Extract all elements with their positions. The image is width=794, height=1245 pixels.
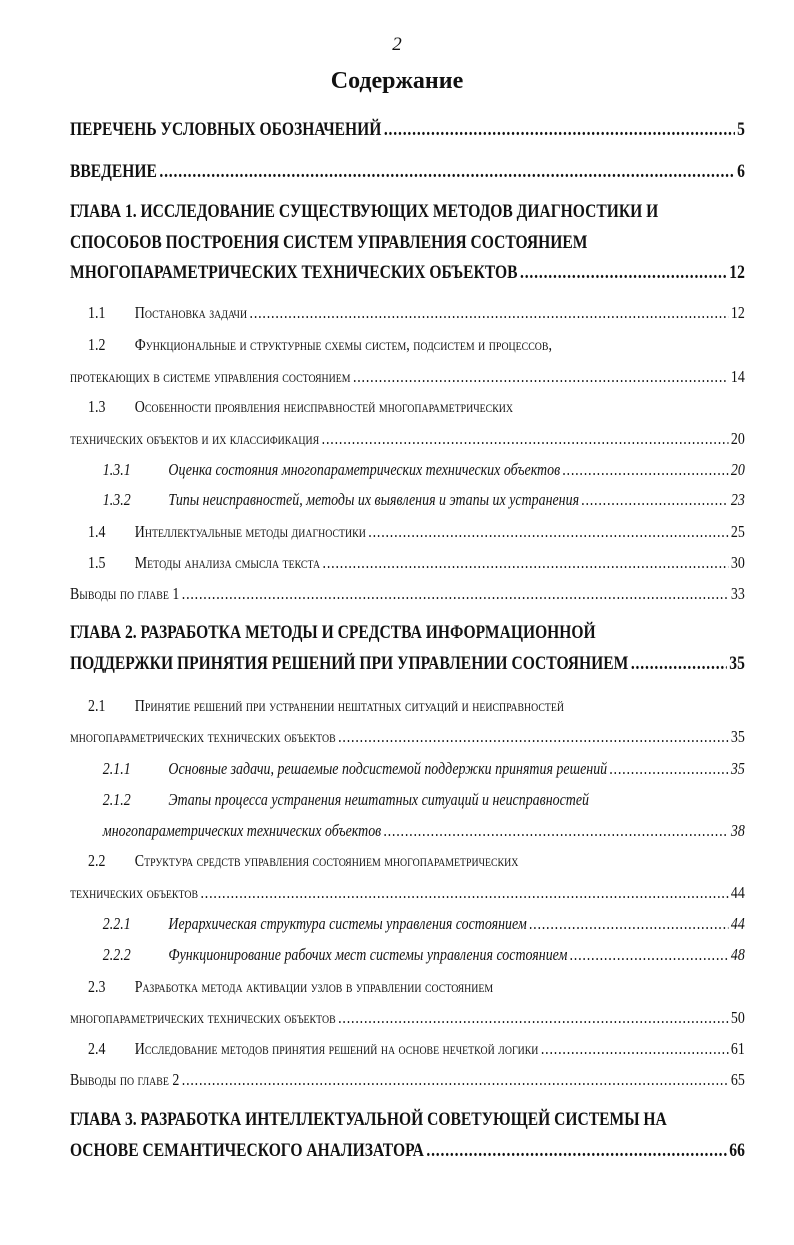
- entry-title: Функционирование рабочих мест системы управления состоянием: [168, 945, 568, 964]
- entry-title: ПОДДЕРЖКИ ПРИНЯТИЯ РЕШЕНИЙ ПРИ УПРАВЛЕНИИ СОСТОЯНИЕМ: [70, 653, 629, 674]
- toc-entry-ch2-line-2[interactable]: [70, 652, 745, 676]
- toc-entry-c1[interactable]: [70, 582, 745, 606]
- entry-title: Исследование методов принятия решений на основе нечеткой логики: [134, 1039, 539, 1058]
- dot-leader: [563, 458, 729, 482]
- toc-entry-s1-1[interactable]: [70, 301, 745, 325]
- toc-entry-ch1-line-3[interactable]: [70, 261, 745, 285]
- dot-leader: [582, 488, 729, 512]
- entry-title: Оценка состояния многопараметрических технических объектов: [168, 460, 561, 479]
- toc-entry-s2-2-2[interactable]: [70, 943, 745, 967]
- dot-leader: [250, 301, 729, 325]
- toc-entry-s2-2-line-1[interactable]: [70, 849, 745, 873]
- section-number: 1.5: [88, 553, 106, 572]
- dot-leader: [200, 881, 728, 905]
- page-ref: 30: [730, 553, 745, 572]
- section-number: 2.4: [88, 1039, 106, 1058]
- dot-leader: [384, 819, 729, 843]
- section-number: 2.2: [88, 851, 106, 870]
- page-ref: 14: [730, 367, 745, 386]
- entry-title: ПЕРЕЧЕНЬ УСЛОВНЫХ ОБОЗНАЧЕНИЙ: [70, 119, 382, 140]
- toc-entry-s2-1-1[interactable]: [70, 757, 745, 781]
- toc-entry-ch3-line-2[interactable]: [70, 1139, 745, 1163]
- dot-leader: [570, 943, 729, 967]
- page-ref: 66: [729, 1140, 745, 1161]
- page-ref: 44: [730, 883, 745, 902]
- toc-entry-s1-3-2[interactable]: [70, 488, 745, 512]
- toc-entry-s2-1-2-line-2[interactable]: [70, 819, 745, 843]
- section-number: 2.1.2: [102, 790, 131, 809]
- toc-entry-ch1-line-2[interactable]: [70, 231, 745, 255]
- page-ref: 38: [730, 821, 745, 840]
- page-ref: 35: [729, 653, 745, 674]
- entry-title: многопараметрических технических объектов: [70, 1008, 336, 1027]
- section-number: 2.2.1: [102, 914, 131, 933]
- dot-leader: [610, 757, 729, 781]
- entry-title: Функциональные и структурные схемы систем, подсистем и процессов,: [134, 335, 552, 354]
- section-number: 1.3: [88, 397, 106, 416]
- dot-leader: [182, 582, 729, 606]
- section-number: 1.2: [88, 335, 106, 354]
- entry-title: технических объектов: [70, 883, 199, 902]
- entry-title: Особенности проявления неисправностей многопараметрических: [134, 397, 514, 416]
- entry-title: ГЛАВА 3. РАЗРАБОТКА ИНТЕЛЛЕКТУАЛЬНОЙ СОВЕТУЮЩЕЙ СИСТЕМЫ НА: [70, 1109, 667, 1130]
- page-ref: 23: [730, 490, 745, 509]
- entry-title: СПОСОБОВ ПОСТРОЕНИЯ СИСТЕМ УПРАВЛЕНИЯ СОСТОЯНИЕМ: [70, 232, 588, 253]
- toc-entry-ch2-line-1[interactable]: [70, 621, 745, 645]
- section-number: 1.4: [88, 522, 106, 541]
- section-number: 2.1.1: [102, 759, 131, 778]
- entry-title: Выводы по главе 2: [70, 1070, 180, 1089]
- dot-leader: [520, 261, 727, 285]
- dot-leader: [323, 551, 729, 575]
- toc-entry-s2-1-line-2[interactable]: [70, 725, 745, 749]
- entry-title: Интеллектуальные методы диагностики: [134, 522, 366, 541]
- entry-title: протекающих в системе управления состоянием: [70, 367, 351, 386]
- section-number: 1.1: [88, 303, 106, 322]
- page-ref: 6: [737, 161, 745, 182]
- toc-entry-s2-2-1[interactable]: [70, 912, 745, 936]
- toc-entry-s2-1-2-line-1[interactable]: [70, 788, 745, 812]
- page-ref: 61: [730, 1039, 745, 1058]
- entry-title: ОСНОВЕ СЕМАНТИЧЕСКОГО АНАЛИЗАТОРА: [70, 1140, 424, 1161]
- page-number: 2: [392, 34, 402, 55]
- section-number: 1.3.1: [102, 460, 131, 479]
- dot-leader: [353, 365, 729, 389]
- page-ref: 48: [730, 945, 745, 964]
- page-ref: 20: [730, 460, 745, 479]
- dot-leader: [322, 427, 729, 451]
- toc-entry-ch3-line-1[interactable]: [70, 1108, 745, 1132]
- toc-entry-s1-2-line-2[interactable]: [70, 365, 745, 389]
- entry-title: Структура средств управления состоянием многопараметрических: [134, 851, 519, 870]
- entry-title: МНОГОПАРАМЕТРИЧЕСКИХ ТЕХНИЧЕСКИХ ОБЪЕКТОВ: [70, 262, 518, 283]
- page-ref: 33: [730, 584, 745, 603]
- entry-title: Иерархическая структура системы управления состоянием: [168, 914, 527, 933]
- entry-title: ГЛАВА 2. РАЗРАБОТКА МЕТОДЫ И СРЕДСТВА ИНФОРМАЦИОННОЙ: [70, 622, 596, 643]
- dot-leader: [541, 1037, 729, 1061]
- entry-title: ГЛАВА 1. ИССЛЕДОВАНИЕ СУЩЕСТВУЮЩИХ МЕТОДОВ ДИАГНОСТИКИ И: [70, 201, 659, 222]
- section-number: 2.2.2: [102, 945, 131, 964]
- toc-entry-ch1-line-1[interactable]: [70, 200, 745, 224]
- toc-entry-intro[interactable]: [70, 160, 745, 184]
- dot-leader: [426, 1139, 726, 1163]
- dot-leader: [368, 520, 728, 544]
- entry-title: ВВЕДЕНИЕ: [70, 161, 157, 182]
- dot-leader: [159, 160, 734, 184]
- entry-title: Разработка метода активации узлов в управлении состоянием: [134, 977, 494, 996]
- dot-leader: [529, 912, 728, 936]
- dot-leader: [338, 725, 728, 749]
- section-number: 2.3: [88, 977, 106, 996]
- entry-title: многопараметрических технических объектов: [70, 727, 336, 746]
- page-ref: 65: [730, 1070, 745, 1089]
- page-ref: 44: [730, 914, 745, 933]
- page-ref: 20: [730, 429, 745, 448]
- table-of-contents: [70, 0, 745, 1245]
- entry-title: Выводы по главе 1: [70, 584, 180, 603]
- entry-title: Постановка задачи: [134, 303, 248, 322]
- section-number: 1.3.2: [102, 490, 131, 509]
- dot-leader: [631, 652, 727, 676]
- dot-leader: [338, 1006, 728, 1030]
- toc-entry-s2-3-line-1[interactable]: [70, 975, 745, 999]
- page-ref: 50: [730, 1008, 745, 1027]
- page-ref: 12: [729, 262, 745, 283]
- section-number: 2.1: [88, 696, 106, 715]
- page-ref: 25: [730, 522, 745, 541]
- toc-entry-abbrev[interactable]: [70, 118, 745, 142]
- dot-leader: [384, 118, 735, 142]
- toc-entry-s1-3-1[interactable]: [70, 458, 745, 482]
- toc-entry-s2-1-line-1[interactable]: [70, 694, 745, 718]
- page-ref: 35: [730, 727, 745, 746]
- page-title: Содержание: [330, 68, 464, 94]
- entry-title: Принятие решений при устранении нештатных ситуаций и неисправностей: [134, 696, 565, 715]
- toc-entry-s1-3-line-1[interactable]: [70, 395, 745, 419]
- toc-entry-s1-2-line-1[interactable]: [70, 333, 745, 357]
- toc-entry-s2-3-line-2[interactable]: [70, 1006, 745, 1030]
- page-ref: 12: [730, 303, 745, 322]
- entry-title: технических объектов и их классификация: [70, 429, 320, 448]
- toc-entry-s2-2-line-2[interactable]: [70, 881, 745, 905]
- toc-entry-s2-4[interactable]: [70, 1037, 745, 1061]
- dot-leader: [182, 1068, 729, 1092]
- entry-title: Основные задачи, решаемые подсистемой поддержки принятия решений: [168, 759, 608, 778]
- page-ref: 5: [737, 119, 745, 140]
- toc-entry-s1-4[interactable]: [70, 520, 745, 544]
- entry-title: многопараметрических технических объектов: [102, 821, 382, 840]
- entry-title: Типы неисправностей, методы их выявления и этапы их устранения: [168, 490, 580, 509]
- toc-entry-s1-3-line-2[interactable]: [70, 427, 745, 451]
- entry-title: Этапы процесса устранения нештатных ситуаций и неисправностей: [168, 790, 589, 809]
- toc-entry-c2[interactable]: [70, 1068, 745, 1092]
- entry-title: Методы анализа смысла текста: [134, 553, 321, 572]
- page-ref: 35: [730, 759, 745, 778]
- toc-entry-s1-5[interactable]: [70, 551, 745, 575]
